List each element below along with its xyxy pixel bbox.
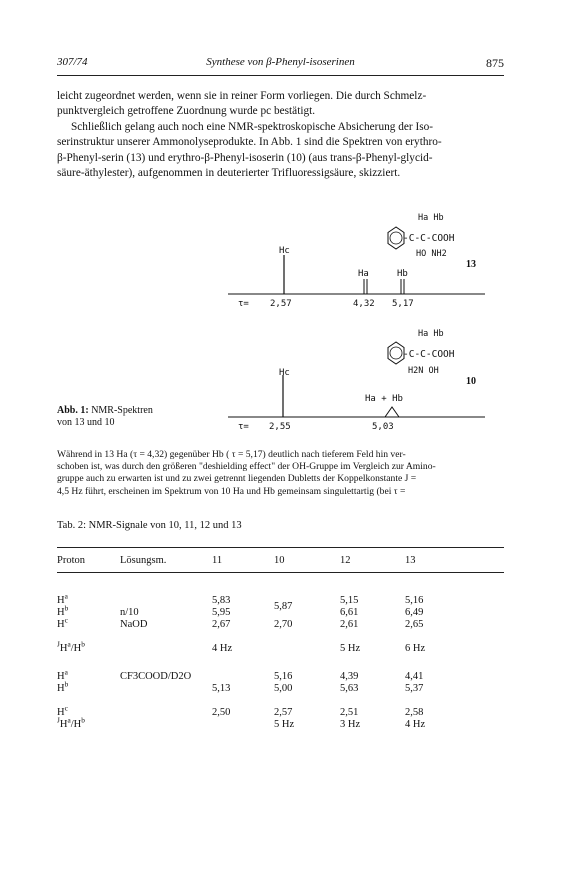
cell-solvent: CF3COOD/D2O — [120, 670, 192, 682]
text-line: serinstruktur unserer Ammonolyseprodukte. In Abb. 1 sind die Spektren von erythro- — [57, 136, 442, 149]
caption-label: Abb. 1: — [57, 405, 89, 416]
nmr-spectra-figure — [0, 0, 576, 440]
spectrum-13 — [228, 213, 485, 309]
struct-sub: H2N OH — [408, 366, 439, 376]
text-line: leicht zugeordnet werden, wenn sie in reiner Form vorliegen. Die durch Schmelz- — [57, 90, 427, 102]
cell: 2,65 — [405, 618, 424, 630]
cell: 2,58 — [405, 706, 424, 718]
col-header: 13 — [405, 554, 416, 566]
peak-label: Hc — [279, 246, 290, 256]
cell: 5,87 — [274, 601, 293, 612]
table-row: $H^c$ NaOD 2,67 2,70 2,61 2,65 — [57, 619, 504, 631]
tau-label: τ= — [238, 299, 249, 309]
tick-label: 5,17 — [392, 299, 414, 309]
running-title: Synthese von β-Phenyl-isoserinen — [206, 56, 355, 68]
col-header: 12 — [340, 554, 351, 566]
table-row: $H^b$ n/10 5,95 6,61 6,49 — [57, 607, 504, 619]
cell: 5 Hz — [274, 718, 295, 730]
col-header: 11 — [212, 554, 223, 566]
struct-top: Ha Hb — [418, 213, 444, 223]
table-row: $H^b$ 5,13 5,00 5,63 5,37 — [57, 683, 504, 695]
cell: 4 Hz — [212, 642, 233, 654]
text-line: Während in 13 Ha (τ = 4,32) gegenüber Hb ( τ = 5,17) deutlich nach tieferem Feld hin ver- — [57, 449, 406, 460]
table-row: $H^a$ CF3COOD/D2O 5,16 4,39 4,41 — [57, 671, 504, 683]
cell: 3 Hz — [340, 718, 361, 730]
text-line: Schließlich gelang auch noch eine NMR-spektroskopische Absicherung der Iso- — [71, 121, 434, 133]
cell: 4,41 — [405, 670, 424, 682]
cell: 2,67 — [212, 618, 231, 630]
struct-sub: HO NH2 — [416, 249, 447, 259]
journal-ref: 307/74 — [57, 56, 88, 68]
cell: 5,95 — [212, 606, 231, 618]
compound-number: 13 — [466, 259, 476, 270]
peak-ha-hb — [385, 407, 399, 417]
col-header: 10 — [274, 554, 285, 566]
spectrum-10 — [228, 329, 485, 432]
table-row: $H^c$ 2,50 2,57 2,51 2,58 — [57, 707, 504, 719]
struct-group: -C-C-COOH — [403, 233, 455, 244]
table-row: $^JH^a/H^b$ 4 Hz 5 Hz 6 Hz — [57, 643, 504, 657]
cell: 5,16 — [405, 594, 424, 606]
cell: 4,39 — [340, 670, 359, 682]
table-row: $H^a$ 5,83 5,87 5,15 5,16 — [57, 595, 504, 607]
cell: 5,83 — [212, 594, 231, 606]
cell: 5,15 — [340, 594, 359, 606]
struct-group: -C-C-COOH — [403, 349, 455, 360]
text-line: schoben ist, was durch den größeren "deshielding effect" der OH-Gruppe im Vergleich zur Amino- — [57, 461, 436, 473]
tick-label: 5,03 — [372, 422, 394, 432]
cell: 5,13 — [212, 682, 231, 694]
compound-number: 10 — [466, 376, 476, 387]
cell: 6,49 — [405, 606, 424, 618]
table-header-row — [57, 548, 504, 573]
text-line: 4,5 Hz führt, erscheinen im Spektrum von 10 Ha und Hb gemeinsam singulettartig (bei τ = — [57, 485, 406, 497]
tick-label: 2,57 — [270, 299, 292, 309]
peak-label: Hb — [397, 269, 408, 279]
cell: 5 Hz — [340, 642, 361, 654]
structure-13 — [388, 213, 455, 259]
cell: 4 Hz — [405, 718, 426, 730]
page-number: 875 — [486, 56, 504, 70]
text-line: β-Phenyl-serin (13) und erythro-β-Phenyl-isoserin (10) (aus trans-β-Phenyl-glycid- — [57, 151, 433, 164]
tick-label: 4,32 — [353, 299, 375, 309]
figure-caption — [57, 405, 153, 429]
text-line: säure-äthylester), aufgenommen in deuterierter Trifluoressigsäure, skizziert. — [57, 167, 401, 180]
cell: 5,00 — [274, 682, 293, 694]
cell: 2,50 — [212, 706, 231, 718]
cell: 2,61 — [340, 618, 359, 630]
peak-label: Hc — [279, 368, 290, 378]
cell-solvent: n/10 — [120, 606, 139, 618]
col-header: Lösungsm. — [120, 554, 167, 566]
tau-label: τ= — [238, 422, 249, 432]
nmr-table — [57, 547, 504, 731]
cell: 6,61 — [340, 606, 359, 618]
table-title: Tab. 2: NMR-Signale von 10, 11, 12 und 13 — [57, 520, 242, 531]
cell: 5,37 — [405, 682, 424, 694]
cell: 2,57 — [274, 706, 293, 718]
peak-label: Ha — [358, 269, 369, 279]
cell: 6 Hz — [405, 642, 426, 654]
cell: 2,51 — [340, 706, 359, 718]
cell: 2,70 — [274, 618, 293, 630]
col-header: Proton — [57, 554, 86, 566]
cell: 5,63 — [340, 682, 359, 694]
cell-solvent: NaOD — [120, 618, 148, 630]
peak-label: Ha + Hb — [365, 394, 403, 404]
cell: 5,16 — [274, 670, 293, 682]
structure-10 — [388, 329, 455, 376]
table-row: $^JH^a/H^b$ 5 Hz 3 Hz 4 Hz — [57, 719, 504, 731]
tick-label: 2,55 — [269, 422, 291, 432]
caption-text: NMR-Spektren — [91, 405, 153, 416]
struct-top: Ha Hb — [418, 329, 444, 339]
caption-line2: von 13 und 10 — [57, 417, 115, 428]
text-line: gruppe auch zu erwarten ist und zu zwei getrennt liegenden Dubletts der Koppelkonstante J = — [57, 473, 417, 485]
text-line: punktvergleich getroffene Zuordnung wurde pc bestätigt. — [57, 105, 316, 118]
small-paragraph — [57, 449, 507, 498]
